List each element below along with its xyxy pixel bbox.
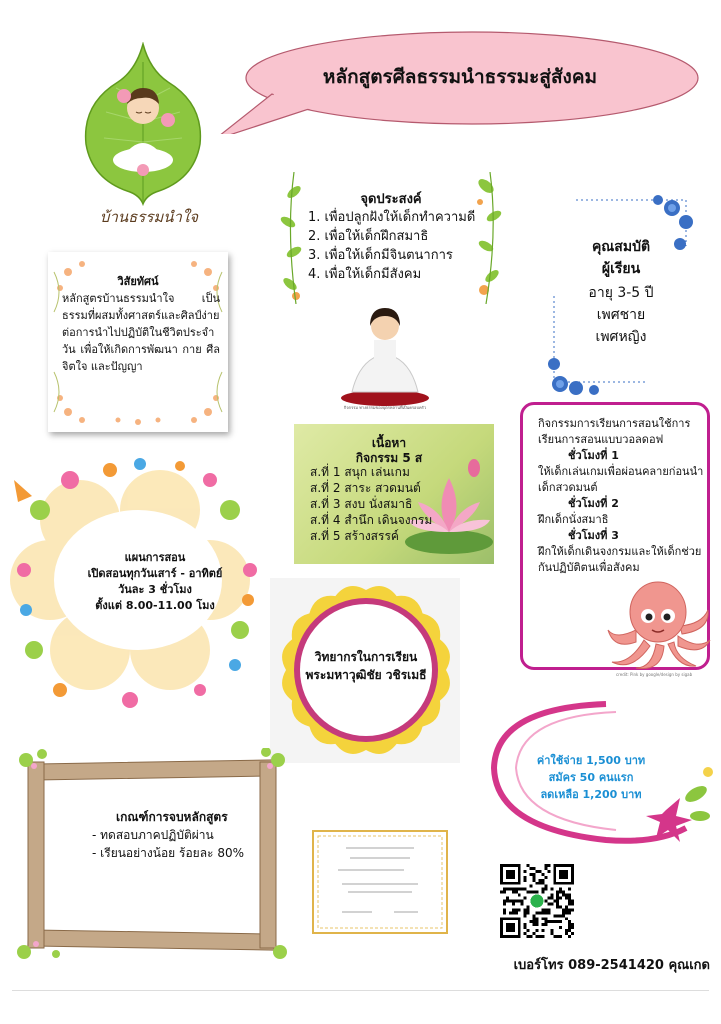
logo-text: บ้านธรรมนำใจ bbox=[99, 208, 199, 226]
content-list bbox=[310, 464, 490, 544]
plan-line: วันละ 3 ชั่วโมง bbox=[118, 583, 192, 596]
photo-caption: กิจกรรม ทางธรรมของบุตรหลานที่เป็นครอบครัว bbox=[343, 405, 427, 410]
list-item: 2. เพื่อให้เด็กฝึกสมาธิ bbox=[308, 229, 429, 244]
price-line: สมัคร 50 คนแรก bbox=[548, 771, 634, 784]
speaker-text bbox=[278, 648, 454, 684]
certificate-thumbnail-icon bbox=[312, 830, 448, 934]
list-item: ส.ที่ 1 สนุก เล่นเกม bbox=[310, 465, 410, 479]
content-title: เนื้อหา bbox=[371, 436, 407, 450]
vision-title: วิสัยทัศน์ bbox=[117, 275, 159, 288]
activities-intro: กิจกรรมการเรียนการสอนใช้การเรียนการสอนแบบวอลดอฟ bbox=[538, 417, 691, 446]
content-subtitle: กิจกรรม 5 ส bbox=[355, 451, 423, 465]
qualifications-title-line: ผู้เรียน bbox=[601, 261, 641, 277]
activities-body bbox=[538, 416, 704, 576]
phone-contact: เบอร์โทร 089-2541420 คุณเกด bbox=[513, 958, 710, 973]
criteria-title: เกณฑ์การจบหลักสูตร bbox=[116, 810, 228, 824]
plan-title: แผนการสอน bbox=[124, 551, 186, 564]
objectives-list bbox=[308, 208, 508, 284]
qualifications-list bbox=[546, 282, 696, 348]
activities-hour1-title: ชั่วโมงที่ 1 bbox=[568, 449, 619, 462]
price-text bbox=[516, 752, 666, 803]
speaker-name: พระมหาวุฒิชัย วชิรเมธี bbox=[305, 668, 427, 682]
plan-line: เปิดสอนทุกวันเสาร์ - อาทิตย์ bbox=[87, 567, 223, 580]
qr-code-icon[interactable] bbox=[500, 864, 574, 938]
speaker-title: วิทยากรในการเรียน bbox=[314, 650, 418, 664]
vision-body: หลักสูตรบ้านธรรมนำใจ เป็นธรรมที่ผสมทั้งศาสตร์และศิลป์ง่ายต่อการนำไปปฏิบัติในชีวิตประจำวัน เพื่อให้เกิดการพัฒนา กาย ศีลจิตใจ และปัญญา bbox=[62, 292, 220, 373]
criteria-body bbox=[92, 808, 252, 862]
qualifications-title bbox=[546, 236, 696, 280]
list-item: ส.ที่ 3 สงบ นั่งสมาธิ bbox=[310, 497, 413, 511]
page-divider bbox=[12, 990, 709, 991]
image-credit: credit: Pink by google/design by sigab bbox=[616, 672, 693, 677]
list-item: 3. เพื่อให้เด็กมีจินตนาการ bbox=[308, 248, 453, 263]
list-item: เพศชาย bbox=[596, 307, 646, 323]
bodhi-leaf-logo-icon bbox=[78, 42, 208, 212]
objectives-title: จุดประสงค์ bbox=[360, 192, 422, 207]
list-item: เพศหญิง bbox=[595, 329, 647, 345]
activities-hour3-title: ชั่วโมงที่ 3 bbox=[568, 529, 619, 542]
activities-hour2-text: ฝึกเด็กนั่งสมาธิ bbox=[538, 513, 609, 526]
octopus-icon bbox=[606, 580, 712, 670]
meditating-child-photo-icon bbox=[330, 300, 440, 410]
page-title: หลักสูตรศีลธรรมนำธรรมะสู่สังคม bbox=[322, 66, 598, 88]
plan-line: ตั้งแต่ 8.00-11.00 โมง bbox=[95, 599, 215, 612]
list-item: 1. เพื่อปลูกฝังให้เด็กทำความดี bbox=[308, 210, 476, 225]
list-item: อายุ 3-5 ปี bbox=[588, 285, 654, 301]
list-item: - ทดสอบภาคปฏิบัติผ่าน bbox=[92, 828, 214, 842]
activities-hour1-text: ให้เด็กเล่นเกมเพื่อผ่อนคลายก่อนนำเด็กสวดมนต์ bbox=[538, 465, 704, 494]
list-item: ส.ที่ 4 สำนึก เดินจงกรม bbox=[310, 513, 433, 527]
list-item: 4. เพื่อให้เด็กมีสังคม bbox=[308, 267, 422, 282]
price-line: ค่าใช้จ่าย 1,500 บาท bbox=[536, 754, 646, 767]
list-item: ส.ที่ 5 สร้างสรรค์ bbox=[310, 529, 399, 543]
list-item: ส.ที่ 2 สาระ สวดมนต์ bbox=[310, 481, 421, 495]
plan-text bbox=[80, 550, 230, 614]
activities-hour3-text: ฝึกให้เด็กเดินจงกรมและให้เด็กช่วยกันปฏิบัติตนเพื่อสังคม bbox=[538, 545, 702, 574]
qualifications-title-line: คุณสมบัติ bbox=[591, 239, 651, 255]
price-line: ลดเหลือ 1,200 บาท bbox=[540, 788, 642, 801]
list-item: - เรียนอย่างน้อย ร้อยละ 80% bbox=[92, 846, 244, 860]
activities-hour2-title: ชั่วโมงที่ 2 bbox=[568, 497, 619, 510]
vision-card bbox=[48, 252, 228, 432]
